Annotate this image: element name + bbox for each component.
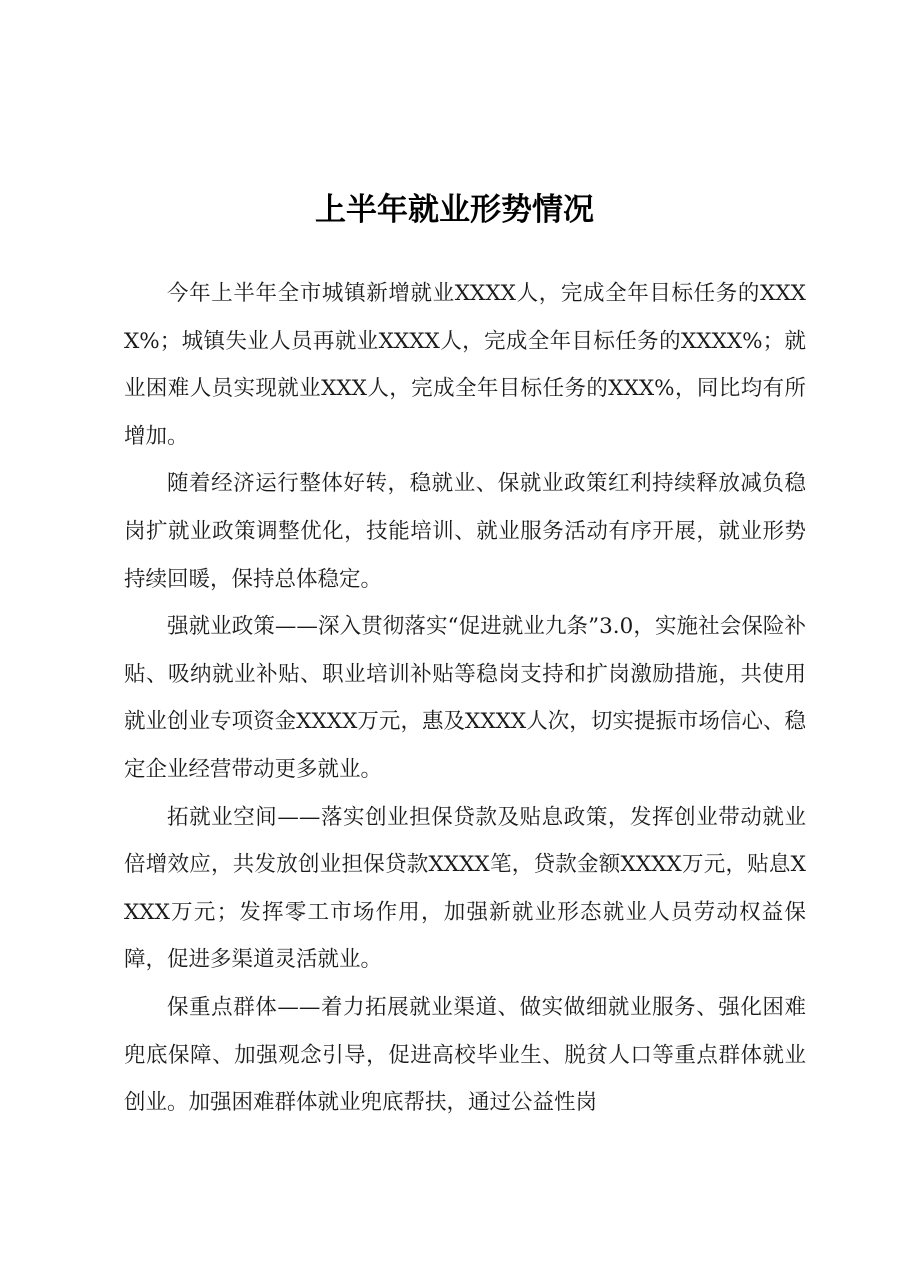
paragraph-employment-policy: 强就业政策——深入贯彻落实“促进就业九条”3.0，实施社会保险补贴、吸纳就业补贴、职业培训补贴等稳岗支持和扩岗激励措施，共使用就业创业专项资金XXXX万元，惠及XXXX人次，切实提振市场信心、稳定企业经营带动更多就业。 [124,614,806,782]
paragraph-key-groups: 保重点群体——着力拓展就业渠道、做实做细就业服务、强化困难兜底保障、加强观念引导，促进高校毕业生、脱贫人口等重点群体就业创业。加强困难群体就业兜底帮扶，通过公益性岗 [124,994,806,1116]
document-body [124,270,806,1127]
paragraph-employment-space: 拓就业空间——落实创业担保贷款及贴息政策，发挥创业带动就业倍增效应，共发放创业担保贷款XXXX笔，贷款金额XXXX万元，贴息XXXX万元；发挥零工市场作用，加强新就业形态就业人员劳动权益保障，促进多渠道灵活就业。 [124,804,806,973]
paragraph-economic-recovery: 随着经济运行整体好转，稳就业、保就业政策红利持续释放减负稳岗扩就业政策调整优化，技能培训、就业服务活动有序开展，就业形势持续回暖，保持总体稳定。 [124,471,806,592]
document-title: 上半年就业形势情况 [315,192,594,228]
paragraph-employment-summary: 今年上半年全市城镇新增就业XXXX人，完成全年目标任务的XXXX%；城镇失业人员再就业XXXX人，完成全年目标任务的XXXX%；就业困难人员实现就业XXX人，完成全年目标任务的XXX%，同比均有所增加。 [124,281,806,449]
